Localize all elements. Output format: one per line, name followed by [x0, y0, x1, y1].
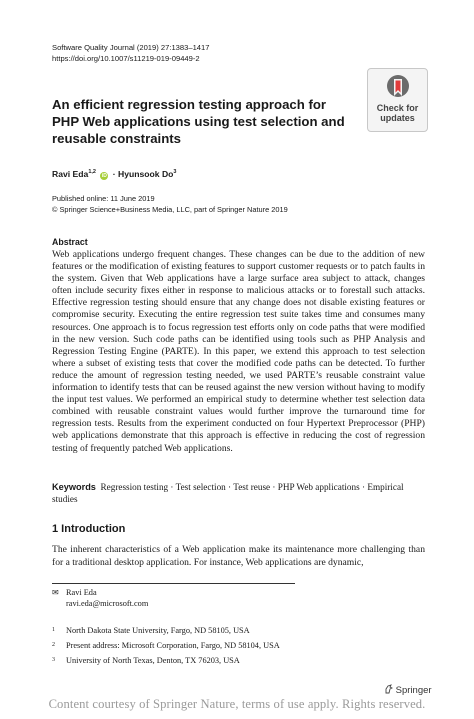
- author-separator: ·: [112, 169, 116, 179]
- footnote: [52, 626, 250, 635]
- footnote-divider: [52, 583, 295, 584]
- author-affiliation-sup: 1,2: [88, 169, 96, 176]
- corresponding-author: Ravi Eda: [66, 588, 97, 597]
- springer-wordmark: Springer: [395, 685, 432, 696]
- springer-horse-icon: [384, 684, 393, 694]
- footnote-number: 1: [52, 627, 55, 633]
- abstract-heading: Abstract: [52, 237, 88, 247]
- abstract-body: Web applications undergo frequent changes. These changes can be due to the addition of new features or the modification of existing features to support customer requests or to patch faults in the system. Given that Web applications have a large surface area subject to attack, changes often include security fixes either in response to malicious attacks or to forestall such attacks. Effective regression testing should ensure that any change does not disable existing features or compromise security. Executing the entire regression test suite takes time and consumes many resources. One approach is to focus regression test efforts only on code paths that were modified in the new version. Such code paths can be identified using tools such as PHP Analysis and Regression Testing Engine (PARTE). In this paper, we extend this approach to test selection where a subset of existing tests that cover the modified code paths can be detected. To further reduce the amount of regression testing needed, we used PARTE’s reusable constraint value information to identify tests that can be reused against the new version without having to modify the input test values. We performed an empirical study to determine whether test selection data combined with reusable constraint values would further improve the turnaround time for regression tests. Results from the experiment conducted on four Hypertext Preprocessor (PHP) web applications demonstrate that this approach is effective in reducing the cost of regression testing of frequently patched Web applications.: [52, 249, 425, 454]
- section-heading: 1 Introduction: [52, 523, 126, 535]
- publication-info: [52, 194, 288, 215]
- author-name[interactable]: Hyunsook Do: [118, 169, 174, 179]
- introduction-text: The inherent characteristics of a Web application make its maintenance more challenging than for a traditional desktop application. For instance, Web applications are dynamic,: [52, 544, 425, 568]
- springer-logo: [384, 684, 432, 696]
- published-online: Published online: 11 June 2019: [52, 194, 155, 203]
- corresponding-email[interactable]: ravi.eda@microsoft.com: [66, 599, 149, 608]
- footnote-text: North Dakota State University, Fargo, ND 58105, USA: [66, 626, 250, 635]
- article-title: An efficient regression testing approach for PHP Web applications using test selection and reusable constraints: [52, 97, 345, 146]
- correspondence-block: [52, 587, 148, 609]
- footnote: [52, 641, 280, 650]
- footnote-text: Present address: Microsoft Corporation, Fargo, ND 58104, USA: [66, 641, 280, 650]
- orcid-icon[interactable]: iD: [101, 173, 107, 179]
- keywords-line: [52, 481, 425, 505]
- footnote-text: University of North Texas, Denton, TX 76203, USA: [66, 656, 240, 665]
- content-courtesy-footer: Content courtesy of Springer Nature, terms of use apply. Rights reserved.: [48, 697, 426, 711]
- envelope-icon: ✉: [52, 588, 59, 597]
- footnote-number: 3: [52, 657, 55, 663]
- copyright-line: © Springer Science+Business Media, LLC, part of Springer Nature 2019: [52, 204, 288, 214]
- keywords-label: Keywords: [52, 482, 96, 492]
- bookmark-icon: [386, 74, 410, 103]
- footnote: [52, 656, 240, 665]
- badge-line-1: Check for: [376, 103, 419, 113]
- author-list: [52, 169, 176, 180]
- doi-link[interactable]: https://doi.org/10.1007/s11219-019-09449-2: [52, 54, 200, 63]
- check-for-updates-badge[interactable]: [367, 68, 428, 132]
- keywords-text: Regression testing · Test selection · Test reuse · PHP Web applications · Empirical studies: [52, 482, 404, 505]
- badge-line-2: updates: [380, 112, 415, 123]
- author-name[interactable]: Ravi Eda: [52, 169, 89, 179]
- journal-citation: Software Quality Journal (2019) 27:1383–1417: [52, 43, 210, 52]
- footnote-number: 2: [52, 642, 55, 648]
- author-affiliation-sup: 3: [173, 169, 177, 176]
